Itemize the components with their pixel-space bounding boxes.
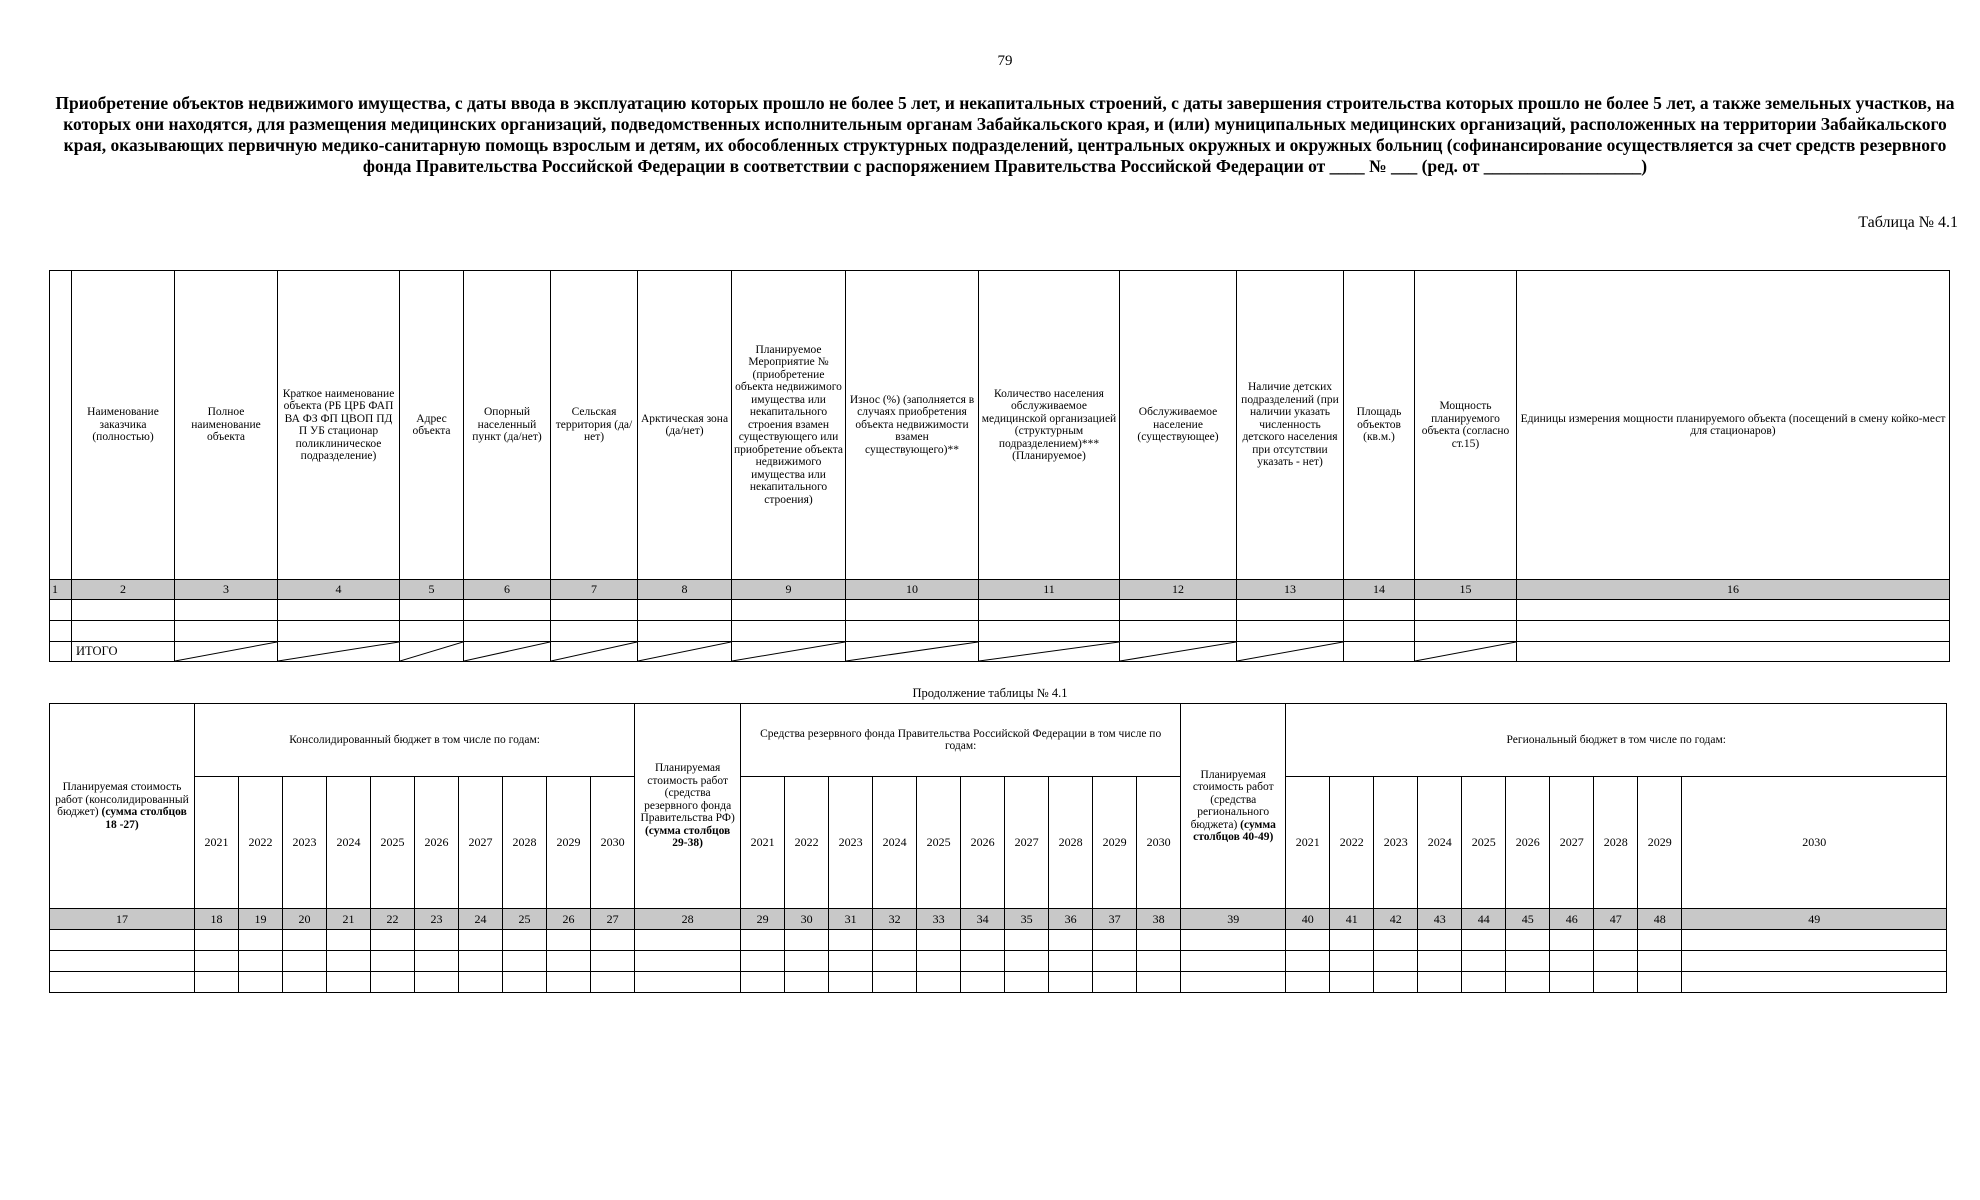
table-cell — [1093, 930, 1137, 951]
table-cell — [283, 951, 327, 972]
t2-regional-group: Региональный бюджет в том числе по годам: — [1286, 704, 1947, 777]
t2-num: 28 — [635, 909, 741, 930]
diagonal-line-icon — [175, 642, 277, 661]
t2-num: 37 — [1093, 909, 1137, 930]
table-cell — [415, 930, 459, 951]
total-row — [50, 642, 1950, 662]
t2-header-regional-cost — [1181, 704, 1286, 909]
table-cell — [239, 951, 283, 972]
table-cell — [873, 972, 917, 993]
t1-header-capacity: Мощность планируемого объекта (согласно ст.15) — [1415, 271, 1517, 580]
table-cell — [503, 951, 547, 972]
t2-num: 35 — [1005, 909, 1049, 930]
table-cell — [1462, 972, 1506, 993]
table-cell — [239, 972, 283, 993]
t2-num: 18 — [195, 909, 239, 930]
diagonal-line-icon — [1415, 642, 1516, 661]
t1-num: 7 — [551, 580, 638, 600]
t2-num: 41 — [1330, 909, 1374, 930]
table-row — [50, 600, 1950, 621]
t2-num: 44 — [1462, 909, 1506, 930]
t1-header-arctic: Арктическая зона (да/нет) — [638, 271, 732, 580]
year-header: 2021 — [1286, 777, 1330, 909]
table-cell — [1682, 951, 1947, 972]
t1-num: 4 — [278, 580, 400, 600]
table-cell — [829, 972, 873, 993]
table-cell — [1286, 972, 1330, 993]
struck-cell — [732, 642, 846, 662]
table-cell — [1682, 972, 1947, 993]
table-cell — [327, 972, 371, 993]
year-header: 2025 — [1462, 777, 1506, 909]
table-cell — [1462, 930, 1506, 951]
table-row — [50, 621, 1950, 642]
struck-cell — [175, 642, 278, 662]
table-cell — [1517, 621, 1950, 642]
table-cell — [50, 642, 72, 662]
table-cell — [175, 621, 278, 642]
table-cell — [785, 951, 829, 972]
table-cell — [459, 972, 503, 993]
year-header: 2023 — [283, 777, 327, 909]
table-cell — [327, 951, 371, 972]
table-cell — [1137, 972, 1181, 993]
diagonal-line-icon — [400, 642, 463, 661]
table-cell — [503, 930, 547, 951]
table-cell — [979, 621, 1120, 642]
struck-cell — [278, 642, 400, 662]
table-cell — [175, 600, 278, 621]
table-cell — [1137, 951, 1181, 972]
table-cell — [741, 930, 785, 951]
diagonal-line-icon — [1237, 642, 1343, 661]
t2-num: 42 — [1374, 909, 1418, 930]
table-cell — [551, 621, 638, 642]
t2-header-reserve-cost — [635, 704, 741, 909]
table-cell — [50, 951, 195, 972]
table-cell — [1049, 930, 1093, 951]
table-cell — [732, 600, 846, 621]
year-header: 2026 — [1506, 777, 1550, 909]
struck-cell — [979, 642, 1120, 662]
table-cell — [547, 930, 591, 951]
table1-header-row — [50, 271, 1950, 580]
table-cell — [1550, 951, 1594, 972]
table2-number-row — [50, 909, 1947, 930]
table-cell — [961, 951, 1005, 972]
year-header: 2029 — [547, 777, 591, 909]
table-cell — [979, 600, 1120, 621]
year-header: 2027 — [459, 777, 503, 909]
table-cell — [846, 621, 979, 642]
table-cell — [785, 972, 829, 993]
table-cell — [1638, 930, 1682, 951]
table-cell — [1005, 972, 1049, 993]
table-cell — [917, 930, 961, 951]
year-header: 2024 — [1418, 777, 1462, 909]
t2-reserve-group: Средства резервного фонда Правительства Российской Федерации в том числе по годам: — [741, 704, 1181, 777]
t2-num: 31 — [829, 909, 873, 930]
year-header: 2021 — [741, 777, 785, 909]
t2-num: 43 — [1418, 909, 1462, 930]
table-cell — [1594, 951, 1638, 972]
struck-cell — [1237, 642, 1344, 662]
struck-cell — [551, 642, 638, 662]
table-cell — [1415, 621, 1517, 642]
table-cell — [873, 951, 917, 972]
table-cell — [1682, 930, 1947, 951]
table-cell — [961, 972, 1005, 993]
table-cell — [1638, 972, 1682, 993]
t1-num: 10 — [846, 580, 979, 600]
table-cell — [1286, 951, 1330, 972]
table-cell — [732, 621, 846, 642]
t2-num: 39 — [1181, 909, 1286, 930]
t1-header-wear: Износ (%) (заполняется в случаях приобретения объекта недвижимости взамен существующего)** — [846, 271, 979, 580]
page-number: 79 — [997, 53, 1013, 69]
t2-num: 26 — [547, 909, 591, 930]
table-cell — [785, 930, 829, 951]
t2-num: 30 — [785, 909, 829, 930]
year-header: 2024 — [327, 777, 371, 909]
table-4-1-part-2 — [49, 703, 1947, 993]
diagonal-line-icon — [846, 642, 978, 661]
table-cell — [635, 951, 741, 972]
table-cell — [547, 972, 591, 993]
t1-num: 9 — [732, 580, 846, 600]
t1-header-area: Площадь объектов (кв.м.) — [1344, 271, 1415, 580]
year-header: 2030 — [1137, 777, 1181, 909]
table-cell — [1418, 972, 1462, 993]
t2-num: 23 — [415, 909, 459, 930]
table-cell — [1005, 951, 1049, 972]
t1-header-planned-measure: Планируемое Мероприятие № (приобретение объекта недвижимого имущества или некапитального строения взамен существующего или приобретение объекта недвижимого имущества или некапитального строения) — [732, 271, 846, 580]
table-row — [50, 951, 1947, 972]
t2-num: 36 — [1049, 909, 1093, 930]
t2-num: 29 — [741, 909, 785, 930]
table-cell — [371, 951, 415, 972]
t2-num: 21 — [327, 909, 371, 930]
table-cell — [741, 972, 785, 993]
table-cell — [239, 930, 283, 951]
table-cell — [327, 930, 371, 951]
table-cell — [371, 972, 415, 993]
table-4-1-part-1 — [49, 270, 1950, 662]
table-cell — [415, 951, 459, 972]
diagonal-line-icon — [732, 642, 845, 661]
table-cell — [50, 930, 195, 951]
table-cell — [278, 621, 400, 642]
table-cell — [961, 930, 1005, 951]
table-cell — [1550, 930, 1594, 951]
t1-num: 13 — [1237, 580, 1344, 600]
struck-cell — [846, 642, 979, 662]
table-cell — [1181, 951, 1286, 972]
table-label: Таблица № 4.1 — [1858, 214, 1958, 231]
t2-num: 34 — [961, 909, 1005, 930]
t2-num: 20 — [283, 909, 327, 930]
table-cell — [50, 972, 195, 993]
year-header: 2022 — [785, 777, 829, 909]
table-cell — [50, 621, 72, 642]
year-header: 2026 — [415, 777, 459, 909]
t1-num: 15 — [1415, 580, 1517, 600]
table-cell — [283, 930, 327, 951]
diagonal-line-icon — [278, 642, 399, 661]
table-cell — [1049, 972, 1093, 993]
table-cell — [371, 930, 415, 951]
table-cell — [1415, 600, 1517, 621]
table-cell — [547, 951, 591, 972]
year-header: 2025 — [917, 777, 961, 909]
table-cell — [1005, 930, 1049, 951]
table-cell — [873, 930, 917, 951]
table-cell — [829, 930, 873, 951]
struck-cell — [464, 642, 551, 662]
table-cell — [278, 600, 400, 621]
t1-num: 12 — [1120, 580, 1237, 600]
table1-number-row — [50, 580, 1950, 600]
table-cell — [400, 600, 464, 621]
year-header: 2029 — [1093, 777, 1137, 909]
table-cell — [1594, 930, 1638, 951]
t2-num: 38 — [1137, 909, 1181, 930]
table-cell — [551, 600, 638, 621]
diagonal-line-icon — [464, 642, 550, 661]
table-cell — [459, 930, 503, 951]
t2-col28-sum-note: (сумма столбцов 29-38) — [644, 824, 731, 850]
t2-consolidated-group: Консолидированный бюджет в том числе по годам: — [195, 704, 635, 777]
table-cell — [638, 621, 732, 642]
t1-header-rural: Сельская территория (да/нет) — [551, 271, 638, 580]
table-cell — [1418, 930, 1462, 951]
table-cell — [72, 621, 175, 642]
year-header: 2028 — [1049, 777, 1093, 909]
table-cell — [635, 930, 741, 951]
t1-num: 2 — [72, 580, 175, 600]
t2-header-consolidated-cost — [50, 704, 195, 909]
t2-num: 17 — [50, 909, 195, 930]
table-cell — [635, 972, 741, 993]
year-header: 2027 — [1550, 777, 1594, 909]
t1-header-children-units: Наличие детских подразделений (при наличии указать численность детского населения при отсутствии указать - нет) — [1237, 271, 1344, 580]
table-cell — [1093, 951, 1137, 972]
t2-num: 45 — [1506, 909, 1550, 930]
t1-num: 1 — [50, 580, 72, 600]
table-cell — [1237, 621, 1344, 642]
table-row — [50, 930, 1947, 951]
table-cell — [1049, 951, 1093, 972]
table-cell — [1120, 600, 1237, 621]
table-cell — [1344, 642, 1415, 662]
table-cell — [464, 600, 551, 621]
table-cell — [195, 930, 239, 951]
table-cell — [1181, 930, 1286, 951]
year-header: 2022 — [239, 777, 283, 909]
t1-header-col1 — [50, 271, 72, 580]
t2-num: 48 — [1638, 909, 1682, 930]
t2-num: 40 — [1286, 909, 1330, 930]
t1-header-customer: Наименование заказчика (полностью) — [72, 271, 175, 580]
table-cell — [50, 600, 72, 621]
total-label: ИТОГО — [72, 642, 175, 662]
table-cell — [741, 951, 785, 972]
table-cell — [1330, 972, 1374, 993]
t1-num: 14 — [1344, 580, 1415, 600]
t1-header-short-name: Краткое наименование объекта (РБ ЦРБ ФАП ВА ФЗ ФП ЦВОП ПД П УБ стационар поликлиническое подразделение) — [278, 271, 400, 580]
t2-num: 32 — [873, 909, 917, 930]
t1-num: 5 — [400, 580, 464, 600]
table-cell — [1330, 930, 1374, 951]
year-header: 2029 — [1638, 777, 1682, 909]
year-header: 2023 — [829, 777, 873, 909]
table-cell — [829, 951, 873, 972]
table2-group-row — [50, 704, 1947, 777]
struck-cell — [1120, 642, 1237, 662]
t2-col39-text: Планируемая стоимость работ (средства регионального бюджета) — [1190, 768, 1274, 831]
table-cell — [591, 951, 635, 972]
t2-num: 47 — [1594, 909, 1638, 930]
t2-num: 22 — [371, 909, 415, 930]
t2-num: 27 — [591, 909, 635, 930]
table-cell — [1286, 930, 1330, 951]
t2-num: 24 — [459, 909, 503, 930]
diagonal-line-icon — [638, 642, 731, 661]
table-cell — [1344, 600, 1415, 621]
t1-header-capacity-units: Единицы измерения мощности планируемого объекта (посещений в смену койко-мест для стационаров) — [1517, 271, 1950, 580]
table-cell — [1374, 972, 1418, 993]
t2-num: 25 — [503, 909, 547, 930]
table-cell — [1506, 951, 1550, 972]
table-cell — [1517, 642, 1950, 662]
table-cell — [1093, 972, 1137, 993]
year-header: 2027 — [1005, 777, 1049, 909]
table-cell — [1344, 621, 1415, 642]
table-cell — [1181, 972, 1286, 993]
table-cell — [1120, 621, 1237, 642]
t1-num: 6 — [464, 580, 551, 600]
year-header: 2023 — [1374, 777, 1418, 909]
table-cell — [917, 972, 961, 993]
table-cell — [1550, 972, 1594, 993]
year-header: 2026 — [961, 777, 1005, 909]
year-header: 2028 — [503, 777, 547, 909]
t1-num: 8 — [638, 580, 732, 600]
table-cell — [1506, 972, 1550, 993]
year-header: 2030 — [1682, 777, 1947, 909]
t1-num: 16 — [1517, 580, 1950, 600]
table-cell — [1137, 930, 1181, 951]
t2-col17-text: Планируемая стоимость работ (консолидированный бюджет) — [55, 781, 189, 818]
struck-cell — [400, 642, 464, 662]
table-cell — [283, 972, 327, 993]
table-cell — [195, 972, 239, 993]
table-cell — [415, 972, 459, 993]
table-row — [50, 972, 1947, 993]
table-cell — [638, 600, 732, 621]
table-cell — [503, 972, 547, 993]
table-cell — [195, 951, 239, 972]
table-cell — [591, 930, 635, 951]
year-header: 2022 — [1330, 777, 1374, 909]
table-cell — [464, 621, 551, 642]
table-cell — [459, 951, 503, 972]
t2-col28-text: Планируемая стоимость работ (средства резервного фонда Правительства РФ) — [640, 762, 735, 825]
table-cell — [1517, 600, 1950, 621]
year-header: 2024 — [873, 777, 917, 909]
t1-header-address: Адрес объекта — [400, 271, 464, 580]
table-cell — [1374, 930, 1418, 951]
year-header: 2021 — [195, 777, 239, 909]
document-title: Приобретение объектов недвижимого имущества, с даты ввода в эксплуатацию которых прошло не более 5 лет, и некапитальных строений, с даты завершения строительства которых прошло не более 5 лет, а также земельных участков, на которых они находятся, для размещения медицинских организаций, подведомственных исполнительным органам Забайкальского края, и (или) муниципальных медицинских организаций, расположенных на территории Забайкальского края, оказывающих первичную медико-санитарную помощь взрослым и детям, их обособленных структурных подразделений, центральных окружных и окружных больниц (софинансирование осуществляется за счет средств резервного фонда Правительства Российской Федерации в соответствии с распоряжением Правительства Российской Федерации от ____ № ___ (ред. от __________________) — [55, 93, 1955, 176]
table2-years-row — [50, 777, 1947, 909]
t2-num: 33 — [917, 909, 961, 930]
t1-header-population-planned: Количество населения обслуживаемое медицинской организацией (структурным подразделением)*** (Планируемое) — [979, 271, 1120, 580]
struck-cell — [638, 642, 732, 662]
continuation-label: Продолжение таблицы № 4.1 — [912, 686, 1068, 700]
table-cell — [1374, 951, 1418, 972]
t1-num: 11 — [979, 580, 1120, 600]
t2-num: 49 — [1682, 909, 1947, 930]
table-cell — [1506, 930, 1550, 951]
table-cell — [917, 951, 961, 972]
t2-num: 46 — [1550, 909, 1594, 930]
table-cell — [1330, 951, 1374, 972]
table-cell — [1418, 951, 1462, 972]
t1-num: 3 — [175, 580, 278, 600]
table-cell — [400, 621, 464, 642]
t2-col39-sum-note: (сумма столбцов 40-49) — [1193, 818, 1276, 843]
year-header: 2030 — [591, 777, 635, 909]
year-header: 2025 — [371, 777, 415, 909]
table-cell — [591, 972, 635, 993]
table-cell — [1638, 951, 1682, 972]
t2-num: 19 — [239, 909, 283, 930]
table-cell — [1237, 600, 1344, 621]
diagonal-line-icon — [551, 642, 637, 661]
table-cell — [1462, 951, 1506, 972]
t1-header-support-settlement: Опорный населенный пункт (да/нет) — [464, 271, 551, 580]
table-cell — [846, 600, 979, 621]
t1-header-population-existing: Обслуживаемое население (существующее) — [1120, 271, 1237, 580]
struck-cell — [1415, 642, 1517, 662]
diagonal-line-icon — [1120, 642, 1236, 661]
t1-header-full-name: Полное наименование объекта — [175, 271, 278, 580]
table-cell — [1594, 972, 1638, 993]
table-cell — [72, 600, 175, 621]
diagonal-line-icon — [979, 642, 1119, 661]
t2-col17-sum-note: (сумма столбцов 18 -27) — [101, 806, 187, 831]
year-header: 2028 — [1594, 777, 1638, 909]
